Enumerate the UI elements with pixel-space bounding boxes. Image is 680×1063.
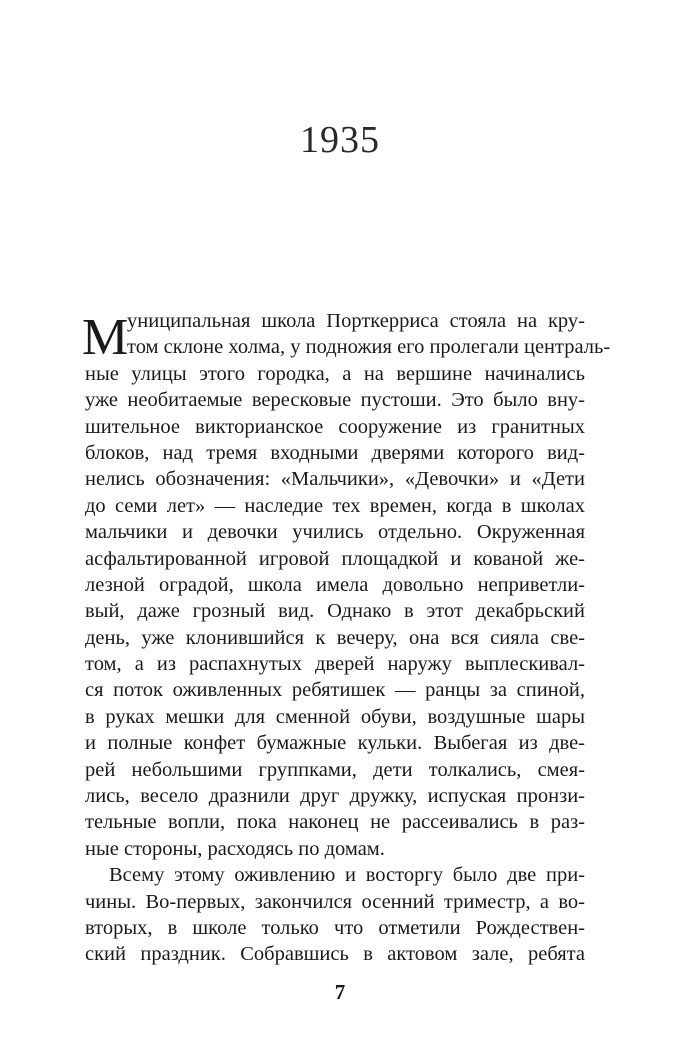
- text-line: день, уже клонившийся к вечеру, она вся сияла све-: [85, 626, 585, 649]
- paragraph-2: [85, 862, 585, 968]
- text-line: асфальтированной игровой площадкой и кованой же-: [85, 547, 585, 570]
- text-line: уже необитаемые вересковые пустоши. Это было вну-: [85, 389, 585, 412]
- text-line: мальчики и девочки учились отдельно. Окруженная: [85, 521, 585, 544]
- text-line: до семи лет» — наследие тех времен, когда в школах: [85, 494, 585, 517]
- text-line: вторых, в школе только что отметили Рождествен-: [85, 916, 585, 939]
- body-text: [82, 308, 611, 968]
- text-line: нелись обозначения: «Мальчики», «Девочки» и «Дети: [85, 468, 585, 491]
- text-line: тельные вопли, пока наконец не рассеивались в раз-: [85, 811, 585, 834]
- text-line: том склоне холма, у подножия его пролегали централь-: [127, 336, 611, 359]
- text-line: и полные конфет бумажные кульки. Выбегая из две-: [85, 732, 585, 755]
- text-line: блоков, над тремя входными дверями которого вид-: [85, 441, 585, 464]
- text-line: вый, даже грозный вид. Однако в этот декабрьский: [85, 600, 585, 623]
- drop-cap: М: [82, 309, 129, 366]
- paragraph-1: [82, 308, 611, 862]
- text-line: том, а из распахнутых дверей наружу выплескивал-: [85, 653, 585, 676]
- text-line: в руках мешки для сменной обуви, воздушные шары: [85, 705, 585, 728]
- text-line: рей небольшими группками, дети толкались, смея-: [85, 758, 585, 781]
- text-line: Всему этому оживлению и восторгу было две при-: [109, 864, 585, 887]
- text-line: ные улицы этого городка, а на вершине начинались: [85, 362, 585, 385]
- text-line: ся поток оживленных ребятишек — ранцы за спиной,: [85, 679, 585, 702]
- text-line: чины. Во-первых, закончился осенний триместр, а во-: [85, 890, 585, 913]
- text-line: униципальная школа Порткерриса стояла на кру-: [127, 310, 585, 332]
- page-number: 7: [334, 980, 346, 1004]
- text-line: лезной оградой, школа имела довольно неприветли-: [85, 573, 585, 596]
- text-line: шительное викторианское сооружение из гранитных: [85, 415, 585, 438]
- text-line: ский праздник. Собравшись в актовом зале, ребята: [85, 943, 585, 966]
- text-line: ные стороны, расходясь по домам.: [85, 837, 385, 860]
- chapter-title: 1935: [300, 119, 380, 161]
- text-line: лись, весело дразнили друг дружку, испуская пронзи-: [85, 785, 585, 808]
